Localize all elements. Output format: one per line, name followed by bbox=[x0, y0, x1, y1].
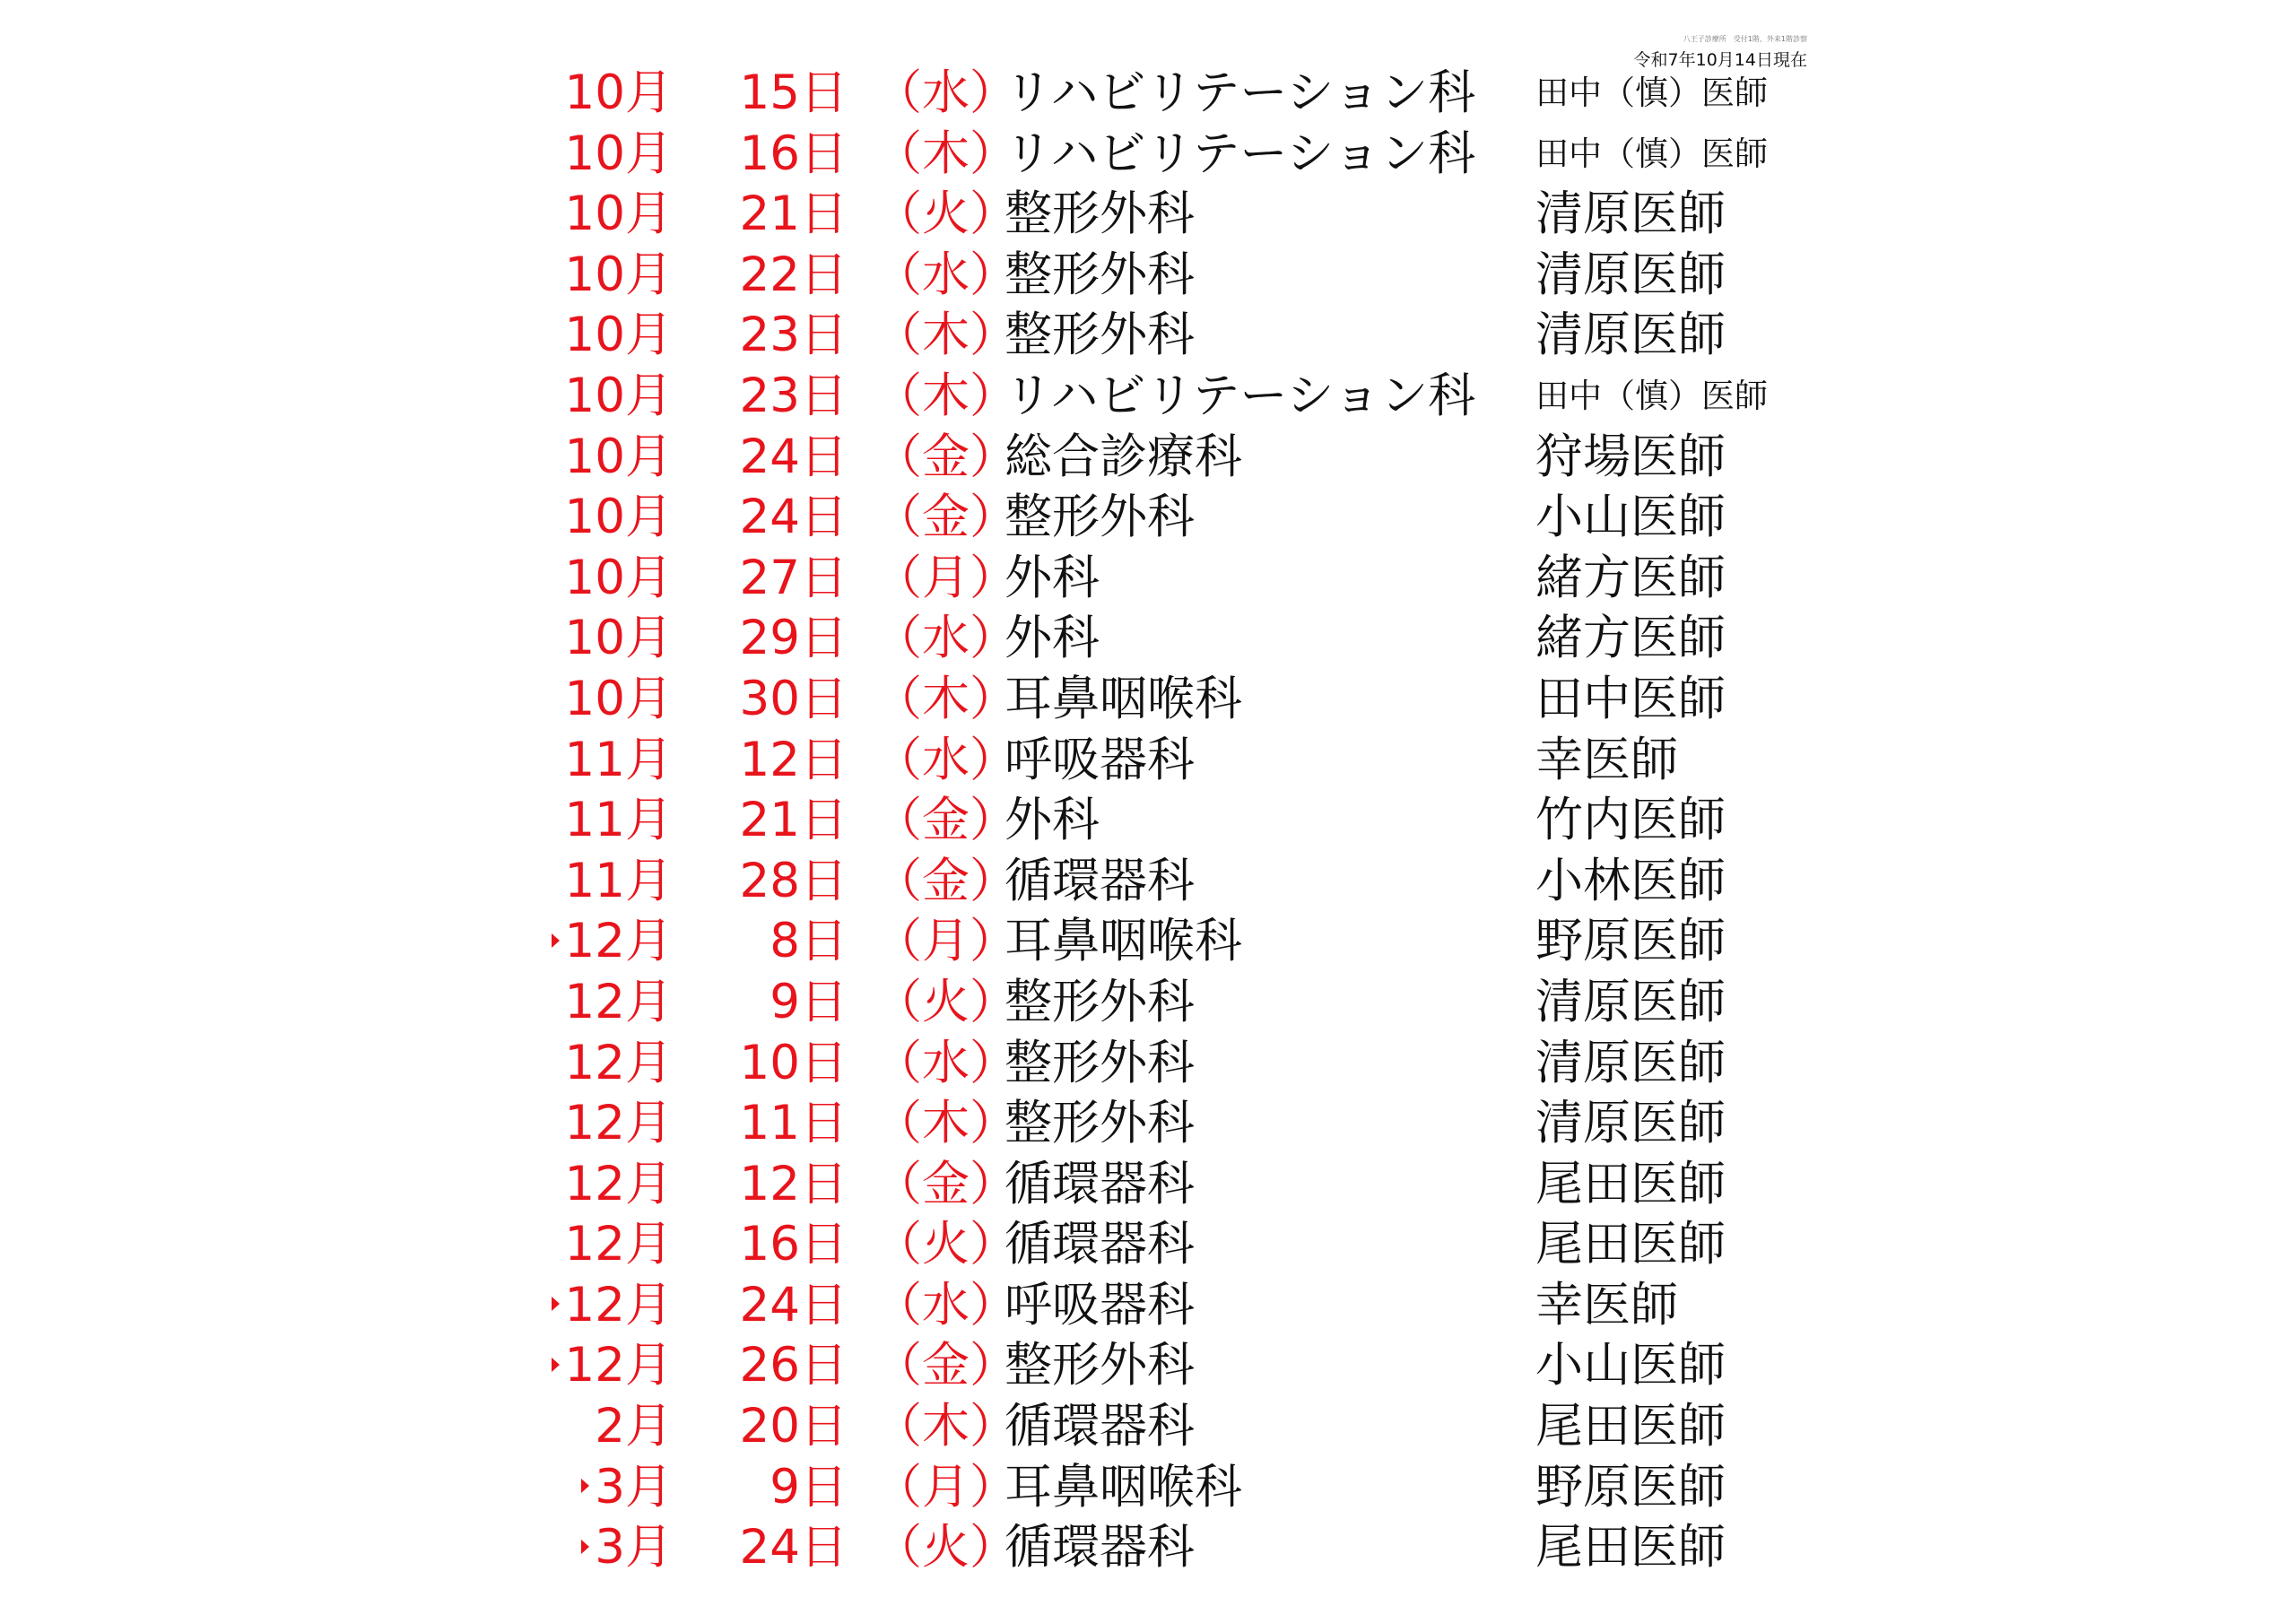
table-row bbox=[0, 427, 2296, 488]
department-cell: 循環器科 bbox=[1004, 1217, 1195, 1272]
table-row bbox=[0, 548, 2296, 609]
department-cell: 耳鼻咽喉科 bbox=[1004, 671, 1242, 726]
doctor-cell: 竹内医師 bbox=[1535, 793, 1726, 848]
department-cell: 循環器科 bbox=[1004, 1156, 1195, 1211]
month-cell bbox=[565, 366, 673, 427]
table-row bbox=[0, 124, 2296, 185]
doctor-cell: 幸医師 bbox=[1535, 732, 1678, 787]
month-cell bbox=[565, 790, 673, 851]
month-cell bbox=[565, 305, 673, 366]
weekday-cell: （木） bbox=[874, 1399, 1017, 1454]
day-cell: 8日 bbox=[770, 914, 848, 969]
month-cell bbox=[595, 1396, 673, 1457]
day-cell: 27日 bbox=[739, 550, 848, 605]
month-label: 12月 bbox=[564, 1338, 673, 1393]
department-cell: リハビリテーション科 bbox=[1004, 368, 1476, 423]
month-label: 11月 bbox=[564, 732, 673, 787]
month-cell bbox=[565, 1033, 673, 1094]
month-label: 10月 bbox=[564, 611, 673, 666]
month-label: 12月 bbox=[564, 914, 673, 969]
table-row bbox=[0, 487, 2296, 548]
as-of-date: 令和7年10月14日現在 bbox=[1633, 50, 1807, 70]
department-cell: リハビリテーション科 bbox=[1004, 126, 1476, 181]
table-row bbox=[0, 669, 2296, 730]
month-label: 10月 bbox=[564, 126, 673, 181]
month-cell bbox=[565, 608, 673, 669]
month-label: 12月 bbox=[564, 1035, 673, 1090]
month-label: 12月 bbox=[564, 1217, 673, 1272]
month-label: 10月 bbox=[564, 671, 673, 726]
table-row bbox=[0, 790, 2296, 851]
department-cell: 循環器科 bbox=[1004, 1399, 1195, 1454]
month-label: 10月 bbox=[564, 550, 673, 605]
day-cell: 24日 bbox=[739, 1520, 848, 1575]
day-cell: 23日 bbox=[739, 308, 848, 363]
month-label: 12月 bbox=[564, 974, 673, 1029]
doctor-cell: 田中（慎）医師 bbox=[1535, 376, 1768, 415]
day-cell: 24日 bbox=[739, 490, 848, 545]
month-cell bbox=[565, 730, 673, 791]
weekday-cell: （木） bbox=[874, 126, 1017, 181]
doctor-cell: 野原医師 bbox=[1535, 1459, 1726, 1515]
day-cell: 21日 bbox=[739, 793, 848, 848]
month-cell bbox=[565, 1214, 673, 1275]
weekday-cell: （木） bbox=[874, 308, 1017, 363]
table-row bbox=[0, 366, 2296, 427]
table-row bbox=[0, 1154, 2296, 1215]
table-row bbox=[0, 851, 2296, 912]
day-cell: 9日 bbox=[770, 1459, 848, 1515]
weekday-cell: （月） bbox=[874, 550, 1017, 605]
weekday-cell: （水） bbox=[874, 1035, 1017, 1090]
month-cell bbox=[581, 1517, 673, 1578]
weekday-cell: （水） bbox=[874, 611, 1017, 666]
month-label: 11月 bbox=[564, 793, 673, 848]
weekday-cell: （木） bbox=[874, 368, 1017, 423]
day-cell: 16日 bbox=[739, 1217, 848, 1272]
month-cell bbox=[565, 245, 673, 306]
month-label: 10月 bbox=[564, 308, 673, 363]
table-row bbox=[0, 245, 2296, 306]
doctor-cell: 尾田医師 bbox=[1535, 1399, 1726, 1454]
month-label: 12月 bbox=[564, 1156, 673, 1211]
weekday-cell: （水） bbox=[874, 1277, 1017, 1332]
triangle-right-icon bbox=[552, 1297, 560, 1311]
department-cell: 整形外科 bbox=[1004, 490, 1195, 545]
doctor-cell: 小山医師 bbox=[1535, 490, 1726, 545]
doctor-cell: 清原医師 bbox=[1535, 1035, 1726, 1090]
weekday-cell: （木） bbox=[874, 671, 1017, 726]
month-cell bbox=[565, 184, 673, 245]
weekday-cell: （金） bbox=[874, 1156, 1017, 1211]
department-cell: 耳鼻咽喉科 bbox=[1004, 1459, 1242, 1515]
department-cell: 整形外科 bbox=[1004, 1035, 1195, 1090]
day-cell: 20日 bbox=[739, 1399, 848, 1454]
department-cell: 総合診療科 bbox=[1004, 429, 1242, 484]
weekday-cell: （月） bbox=[874, 1459, 1017, 1515]
table-row bbox=[0, 305, 2296, 366]
weekday-cell: （水） bbox=[874, 732, 1017, 787]
weekday-cell: （水） bbox=[874, 65, 1017, 120]
doctor-cell: 田中（慎）医師 bbox=[1535, 74, 1768, 112]
doctor-cell: 田中医師 bbox=[1535, 671, 1726, 726]
doctor-cell: 尾田医師 bbox=[1535, 1217, 1726, 1272]
table-row bbox=[0, 1093, 2296, 1154]
month-cell bbox=[565, 124, 673, 185]
day-cell: 24日 bbox=[739, 429, 848, 484]
doctor-cell: 小山医師 bbox=[1535, 1338, 1726, 1393]
month-cell bbox=[565, 972, 673, 1033]
weekday-cell: （月） bbox=[874, 914, 1017, 969]
month-label: 10月 bbox=[564, 368, 673, 423]
department-cell: 整形外科 bbox=[1004, 308, 1195, 363]
department-cell: 整形外科 bbox=[1004, 187, 1195, 242]
weekday-cell: （木） bbox=[874, 1096, 1017, 1151]
day-cell: 24日 bbox=[739, 1277, 848, 1332]
day-cell: 12日 bbox=[739, 732, 848, 787]
month-label: 10月 bbox=[564, 429, 673, 484]
day-cell: 29日 bbox=[739, 611, 848, 666]
doctor-cell: 田中（慎）医師 bbox=[1535, 134, 1768, 173]
weekday-cell: （火） bbox=[874, 974, 1017, 1029]
doctor-cell: 野原医師 bbox=[1535, 914, 1726, 969]
month-label: 10月 bbox=[564, 187, 673, 242]
weekday-cell: （金） bbox=[874, 429, 1017, 484]
day-cell: 22日 bbox=[739, 247, 848, 302]
month-label: 12月 bbox=[564, 1277, 673, 1332]
day-cell: 23日 bbox=[739, 368, 848, 423]
table-row bbox=[0, 1396, 2296, 1457]
month-cell bbox=[552, 1275, 673, 1336]
doctor-cell: 清原医師 bbox=[1535, 308, 1726, 363]
table-row bbox=[0, 730, 2296, 791]
day-cell: 28日 bbox=[739, 853, 848, 908]
month-cell bbox=[565, 63, 673, 124]
department-cell: 整形外科 bbox=[1004, 1338, 1195, 1393]
department-cell: 外科 bbox=[1004, 611, 1100, 666]
month-label: 10月 bbox=[564, 65, 673, 120]
doctor-cell: 清原医師 bbox=[1535, 1096, 1726, 1151]
month-cell bbox=[565, 1093, 673, 1154]
day-cell: 30日 bbox=[739, 671, 848, 726]
day-cell: 10日 bbox=[739, 1035, 848, 1090]
doctor-cell: 小林医師 bbox=[1535, 853, 1726, 908]
triangle-right-icon bbox=[581, 1540, 589, 1554]
department-cell: 外科 bbox=[1004, 550, 1100, 605]
month-cell bbox=[552, 911, 673, 972]
month-cell bbox=[565, 427, 673, 488]
month-cell bbox=[565, 1154, 673, 1215]
doctor-cell: 清原医師 bbox=[1535, 974, 1726, 1029]
department-cell: 整形外科 bbox=[1004, 974, 1195, 1029]
table-row bbox=[0, 1335, 2296, 1396]
department-cell: 循環器科 bbox=[1004, 1520, 1195, 1575]
day-cell: 12日 bbox=[739, 1156, 848, 1211]
doctor-cell: 緒方医師 bbox=[1535, 611, 1726, 666]
month-label: 12月 bbox=[564, 1096, 673, 1151]
month-label: 10月 bbox=[564, 490, 673, 545]
table-row bbox=[0, 184, 2296, 245]
triangle-right-icon bbox=[581, 1479, 589, 1493]
table-row bbox=[0, 1275, 2296, 1336]
department-cell: 循環器科 bbox=[1004, 853, 1195, 908]
weekday-cell: （金） bbox=[874, 793, 1017, 848]
month-cell bbox=[565, 851, 673, 912]
weekday-cell: （火） bbox=[874, 1217, 1017, 1272]
day-cell: 11日 bbox=[739, 1096, 848, 1151]
doctor-cell: 清原医師 bbox=[1535, 187, 1726, 242]
table-row bbox=[0, 911, 2296, 972]
month-cell bbox=[552, 1335, 673, 1396]
doctor-cell: 清原医師 bbox=[1535, 247, 1726, 302]
day-cell: 15日 bbox=[739, 65, 848, 120]
department-cell: 外科 bbox=[1004, 793, 1100, 848]
month-cell bbox=[581, 1457, 673, 1518]
schedule-table bbox=[0, 63, 2296, 1578]
doctor-cell: 尾田医師 bbox=[1535, 1156, 1726, 1211]
weekday-cell: （火） bbox=[874, 1520, 1017, 1575]
table-row bbox=[0, 63, 2296, 124]
day-cell: 9日 bbox=[770, 974, 848, 1029]
month-label: 2月 bbox=[595, 1399, 673, 1454]
department-cell: 耳鼻咽喉科 bbox=[1004, 914, 1242, 969]
day-cell: 16日 bbox=[739, 126, 848, 181]
triangle-right-icon bbox=[552, 1358, 560, 1372]
table-row bbox=[0, 608, 2296, 669]
month-cell bbox=[565, 487, 673, 548]
table-row bbox=[0, 1457, 2296, 1518]
department-cell: 整形外科 bbox=[1004, 1096, 1195, 1151]
weekday-cell: （火） bbox=[874, 187, 1017, 242]
doctor-cell: 狩場医師 bbox=[1535, 429, 1726, 484]
month-label: 3月 bbox=[595, 1520, 673, 1575]
triangle-right-icon bbox=[552, 933, 560, 948]
doctor-cell: 緒方医師 bbox=[1535, 550, 1726, 605]
month-label: 11月 bbox=[564, 853, 673, 908]
doctor-cell: 尾田医師 bbox=[1535, 1520, 1726, 1575]
month-label: 3月 bbox=[595, 1459, 673, 1515]
table-row bbox=[0, 1517, 2296, 1578]
weekday-cell: （金） bbox=[874, 490, 1017, 545]
month-cell bbox=[565, 669, 673, 730]
department-cell: 整形外科 bbox=[1004, 247, 1195, 302]
weekday-cell: （水） bbox=[874, 247, 1017, 302]
header-note: 八王子診療所 受付1階、外来1階診察 bbox=[1683, 35, 1807, 43]
department-cell: リハビリテーション科 bbox=[1004, 65, 1476, 120]
table-row bbox=[0, 972, 2296, 1033]
table-row bbox=[0, 1033, 2296, 1094]
weekday-cell: （金） bbox=[874, 853, 1017, 908]
department-cell: 呼吸器科 bbox=[1004, 732, 1195, 787]
doctor-cell: 幸医師 bbox=[1535, 1277, 1678, 1332]
day-cell: 26日 bbox=[739, 1338, 848, 1393]
weekday-cell: （金） bbox=[874, 1338, 1017, 1393]
department-cell: 呼吸器科 bbox=[1004, 1277, 1195, 1332]
month-label: 10月 bbox=[564, 247, 673, 302]
day-cell: 21日 bbox=[739, 187, 848, 242]
table-row bbox=[0, 1214, 2296, 1275]
month-cell bbox=[565, 548, 673, 609]
